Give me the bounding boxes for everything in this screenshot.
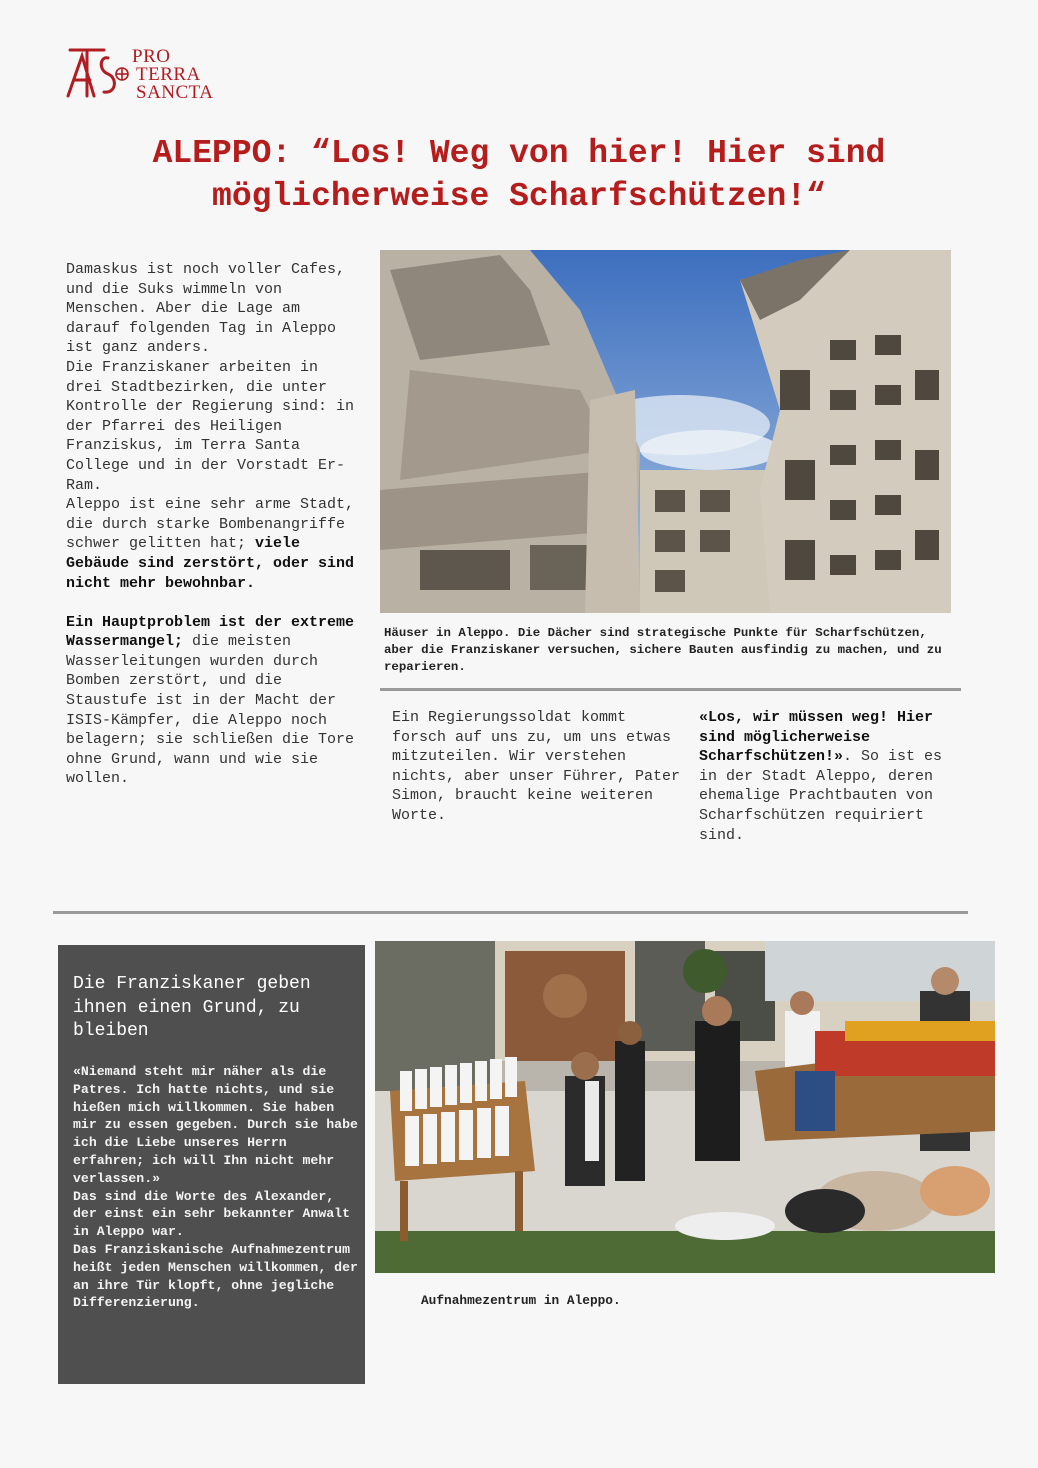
photo-reception-center (375, 941, 995, 1273)
article-middle-column: Ein Regierungssoldat kommt forsch auf uns zu, um uns etwas mitzuteilen. Wir verstehen nichts, aber unser Führer, Pater Simon, braucht keine weiteren Worte. (392, 709, 681, 824)
article-right-column (699, 708, 959, 845)
sidebar-body: «Niemand steht mir näher als die Patres. Ich hatte nichts, und sie hießen mich willkommen. Sie haben mir zu essen gegeben. Durch sie habe ich die Liebe unseres Herrn erfahren; ich will Ihn nicht mehr verlassen.» Das sind die Worte des Alexander, der einst ein sehr bekannter Anwalt in Aleppo war. Das Franziskanische Aufnahmezentrum heißt jeden Menschen willkommen, der an ihre Tür klopft, ohne jegliche Differenzierung. (73, 1064, 358, 1311)
logo-word-pro: PRO (132, 46, 171, 67)
sidebar-title: Die Franziskaner geben ihnen einen Grund, zu bleiben (73, 974, 311, 1041)
testimonial-sidebar (58, 945, 365, 1384)
photo-ruined-houses (380, 250, 951, 613)
page-title: ALEPPO: “Los! Weg von hier! Hier sind möglicherweise Scharfschützen!“ (152, 135, 886, 215)
left-para1: Damaskus ist noch voller Cafes, und die Suks wimmeln von Menschen. Aber die Lage am darauf folgenden Tag in Aleppo ist ganz anders. Die Franziskaner arbeiten in drei Stadtbezirken, die unter Kontrolle der Regierung sind: in der Pfarrei des Heiligen Franziskus, im Terra Santa College und in der Vorstadt Er-Ram. Aleppo ist eine sehr arme Stadt, die durch starke Bombenangriffe schwer gelitten hat; (66, 261, 355, 553)
logo-word-terra: TERRA (136, 64, 201, 85)
photo-ruined-houses-caption: Häuser in Aleppo. Die Dächer sind strategische Punkte für Scharfschützen, aber die Franziskaner versuchen, sichere Bauten ausfindig zu machen, und zu reparieren. (384, 626, 942, 674)
divider-line (380, 688, 961, 691)
sniper-quote: «Los, wir müssen weg! Hier sind möglicherweise Scharfschützen!» (699, 709, 934, 766)
photo-reception-center-caption: Aufnahmezentrum in Aleppo. (421, 1293, 621, 1308)
left-para1-bold: viele Gebäude sind zerstört, oder sind nicht mehr bewohnbar. (66, 535, 355, 592)
pro-terra-sancta-logo (64, 44, 224, 106)
logo-monogram-icon (64, 44, 130, 104)
logo-word-sancta: SANCTA (136, 82, 214, 103)
left-para2-bold: Ein Hauptproblem ist der extreme Wassermangel; (66, 613, 355, 651)
left-para2: die meisten Wasserleitungen wurden durch Bomben zerstört, und die Staustufe ist in der Macht der ISIS-Kämpfer, die Aleppo noch belagern; sie schließen die Tore ohne Grund, wann und wie sie wollen. (66, 633, 355, 788)
article-left-column (66, 260, 356, 789)
section-divider-line (53, 911, 968, 914)
right-column-text: . So ist es in der Stadt Aleppo, deren ehemalige Prachtbauten von Scharfschützen requiriert sind. (699, 748, 943, 844)
